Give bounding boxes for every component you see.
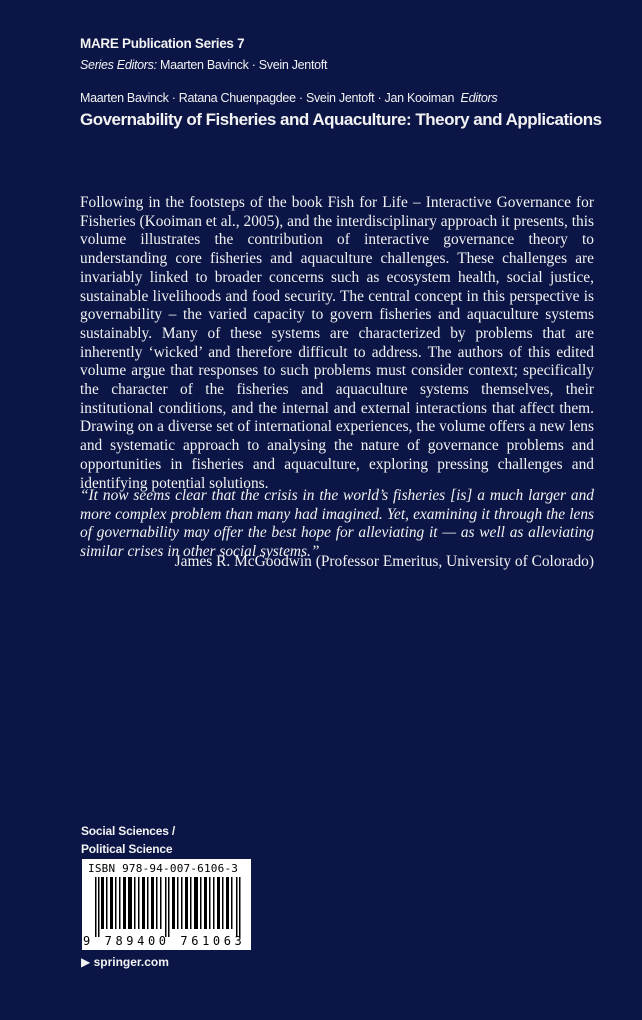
subject-line-1: Social Sciences / — [81, 824, 175, 838]
subject-category — [81, 822, 175, 858]
isbn-barcode — [82, 859, 251, 950]
book-editors — [80, 91, 497, 105]
barcode-digits: 9 789400 761063 — [83, 934, 246, 948]
series-name: MARE Publication Series 7 — [80, 36, 245, 51]
book-editors-names: Maarten Bavinck · Ratana Chuenpagdee · Svein Jentoft · Jan Kooiman — [80, 91, 455, 105]
book-editors-role: Editors — [460, 91, 498, 105]
isbn-label: ISBN 978-94-007-6106-3 — [88, 862, 239, 875]
barcode-bars-icon — [95, 877, 243, 937]
quote-attribution: James R. McGoodwin (Professor Emeritus, University of Colorado) — [174, 553, 594, 570]
series-editors — [80, 58, 327, 72]
subject-line-2: Political Science — [81, 842, 173, 856]
publisher-link[interactable] — [81, 955, 169, 969]
arrow-right-icon: ▶ — [81, 955, 91, 969]
endorsement-quote: “It now seems clear that the crisis in the world’s fisheries [is] a much larger and more complex problem than many had imagined. Yet, examining it through the lens of governability may offer the best hope for alleviating it — as well as alleviating similar crises in other social systems.” — [80, 487, 594, 561]
series-editors-label: Series Editors: — [80, 58, 157, 72]
series-editors-names: Maarten Bavinck · Svein Jentoft — [156, 58, 328, 72]
publisher-url[interactable]: springer.com — [93, 955, 169, 969]
book-title: Governability of Fisheries and Aquaculture: Theory and Applications — [80, 110, 602, 129]
blurb-text: Following in the footsteps of the book Fish for Life – Interactive Governance for Fisheries (Kooiman et al., 2005), and the interdisciplinary approach it presents, this volume illustrates the contribution of interactive governance theory to understanding core fisheries and aquaculture challenges. These challenges are invariably linked to broader concerns such as ecosystem health, social justice, sustainable livelihoods and food security. The central concept in this perspective is governability – the varied capacity to govern fisheries and aquaculture systems sustainably. Many of these systems are characterized by problems that are inherently ‘wicked’ and therefore difficult to address. The authors of this edited volume argue that responses to such problems must consider context; specifically the character of the fisheries and aquaculture systems themselves, their institutional conditions, and the internal and external interactions that affect them. Drawing on a diverse set of international experiences, the volume offers a new lens and systematic approach to analysing the nature of governance problems and opportunities in fisheries and aquaculture, exploring pressing challenges and identifying potential solutions. — [80, 194, 594, 492]
